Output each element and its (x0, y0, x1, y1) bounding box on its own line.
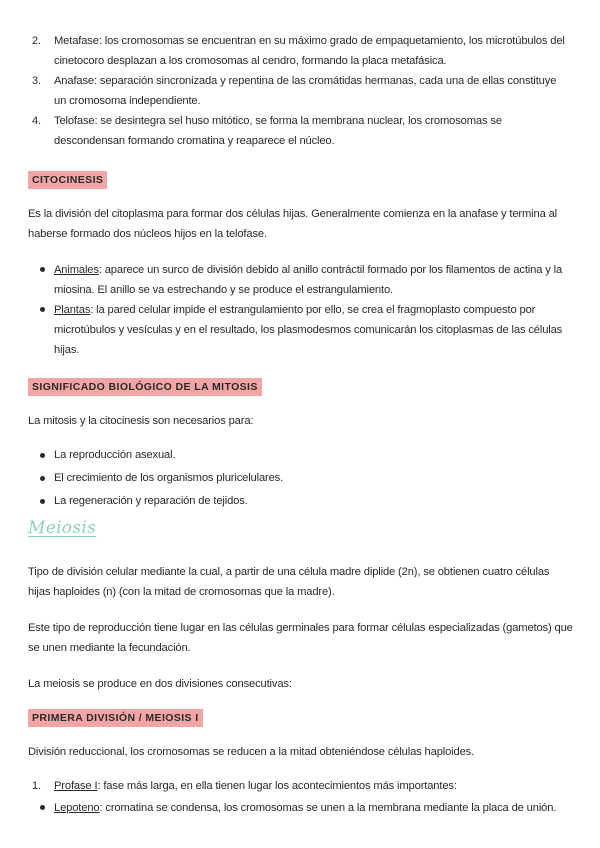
term-plantas: Plantas (54, 304, 91, 316)
meiosis-title: Meiosis (28, 518, 97, 538)
phase-text: Metafase: los cromosomas se encuentran en su máximo grado de empaquetamiento, los microtúbulos del cinetocoro desplazan a los cromosomas al cendro, formando la placa metafásica. (54, 35, 565, 67)
list-item (54, 490, 568, 513)
meiosis-paragraph-1: Tipo de división celular mediante la cual, a partir de una célula madre diplide (2n), se obtienen cuatro células hijas haploides (n) (con la mitad de cromosomas que la madre). (28, 566, 550, 598)
list-number: 1. (32, 780, 41, 792)
list-number: 4. (32, 115, 41, 127)
item-text: La regeneración y reparación de tejidos. (54, 495, 248, 507)
significado-list (54, 444, 568, 513)
bullet-icon (40, 499, 45, 504)
section-heading-primera-division: PRIMERA DIVISIÓN / MEIOSIS I (28, 709, 203, 727)
item-text: La reproducción asexual. (54, 449, 176, 461)
item-text: El crecimiento de los organismos pluricelulares. (54, 472, 284, 484)
list-number: 3. (32, 75, 41, 87)
list-item (32, 111, 570, 151)
item-text: : cromatina se condensa, los cromosomas se unen a la membrana mediante la placa de unión. (99, 802, 557, 814)
list-item (32, 31, 570, 71)
list-item (54, 798, 568, 818)
bullet-icon (40, 476, 45, 481)
phase-text: Telofase: se desintegra sel huso mitótico, se forma la membrana nuclear, los cromosomas se descondensan formando cromatina y reaparece el núcleo. (54, 115, 502, 147)
meiosis-paragraph-3: La meiosis se produce en dos divisiones consecutivas: (28, 678, 292, 690)
list-item (54, 444, 568, 467)
significado-intro: La mitosis y la citocinesis son necesarios para: (28, 415, 254, 427)
section-heading-citocinesis: CITOCINESIS (28, 171, 107, 189)
item-text: : la pared celular impide el estrangulamiento por ello, se crea el fragmoplasto compuesto por microtúbulos y vesículas y en el resultado, los plasmodesmos comunicarán los citoplasmas de las células hijas. (54, 304, 563, 356)
primera-intro: División reduccional, los cromosomas se reducen a la mitad obteniéndose células haploides. (28, 746, 475, 758)
item-text: : fase más larga, en ella tienen lugar los acontecimientos más importantes: (97, 780, 457, 792)
bullet-icon (40, 805, 45, 810)
term-animales: Animales (54, 264, 99, 276)
list-item (54, 260, 568, 300)
list-item (32, 776, 568, 796)
list-item (32, 71, 570, 111)
bullet-icon (40, 267, 45, 272)
list-item (54, 467, 568, 490)
meiosis-paragraph-2: Este tipo de reproducción tiene lugar en las células germinales para formar células especializadas (gametos) que se unen mediante la fecundación. (28, 622, 573, 654)
citocinesis-list (54, 260, 568, 360)
list-number: 2. (32, 35, 41, 47)
bullet-icon (40, 453, 45, 458)
mitosis-phases-list (32, 31, 570, 151)
item-text: : aparece un surco de división debido al anillo contráctil formado por los filamentos de actina y la miosina. El anillo se va estrechando y se produce el estrangulamiento. (54, 264, 563, 296)
section-heading-significado: SIGNIFICADO BIOLÓGICO DE LA MITOSIS (28, 378, 262, 396)
list-item (54, 300, 568, 360)
term-lepoteno: Lepoteno (54, 802, 100, 814)
bullet-icon (40, 307, 45, 312)
citocinesis-intro: Es la división del citoplasma para formar dos células hijas. Generalmente comienza en la anafase y termina al haberse formado dos núcleos hijos en la telofase. (28, 208, 558, 240)
term-profase-i: Profase I (54, 780, 98, 792)
phase-text: Anafase: separación sincronizada y repentina de las cromátidas hermanas, cada una de ellas constituye un cromosoma independiente. (54, 75, 557, 107)
